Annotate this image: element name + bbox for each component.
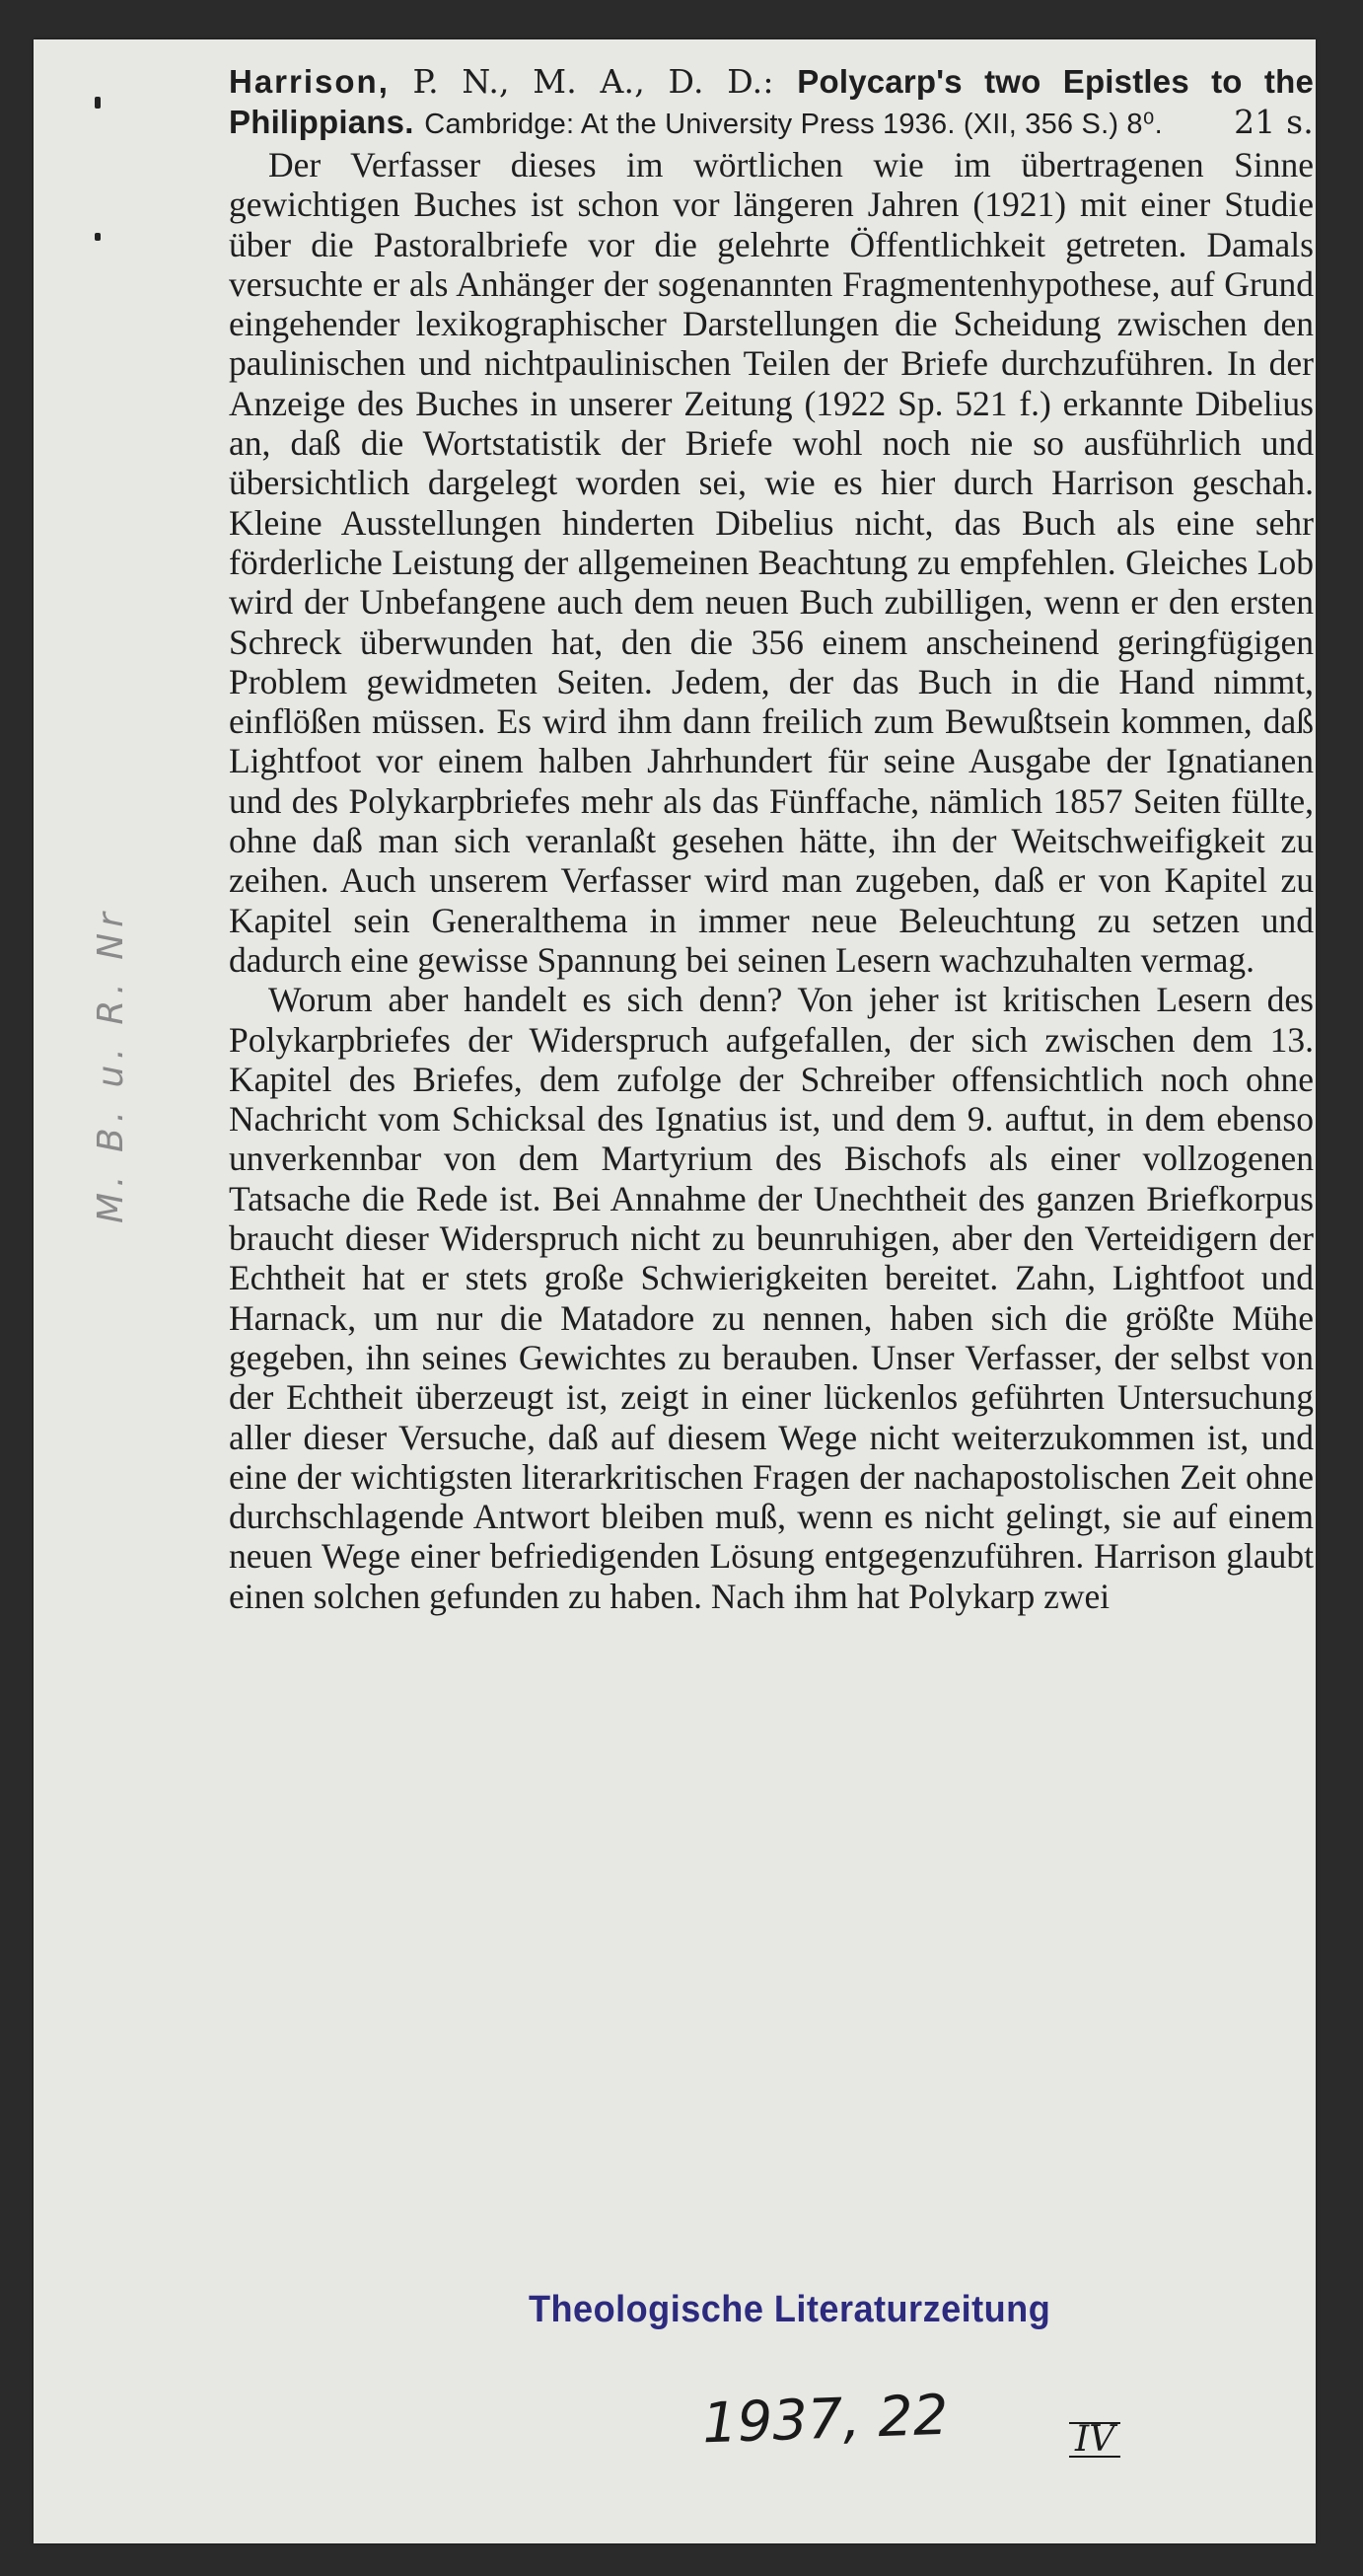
- paragraph-1: Der Verfasser dieses im wörtlichen wie im übertragenen Sinne gewichtigen Buches ist schon vor längeren Jahren (1921) mit einer Studie über die Pastoralbriefe vor die gelehrte Öffentlichkeit getreten. Damals versuchte er als Anhänger der sogenannten Fragmentenhypothese, auf Grund eingehender lexikographischer Darstellungen die Scheidung zwischen den paulinischen und nichtpaulinischen Teilen der Briefe durchzuführen. In der Anzeige des Buches in unserer Zeitung (1922 Sp. 521 f.) erkannte Dibelius an, daß die Wortstatistik der Briefe wohl noch nie so ausführlich und übersichtlich dargelegt worden sei, wie es hier durch Harrison geschah. Kleine Ausstellungen hinderten Dibelius nicht, das Buch als eine sehr förderliche Leistung der allgemeinen Beachtung zu empfehlen. Gleiches Lob wird der Unbefangene auch dem neuen Buch zubilligen, wenn er den ersten Schreck überwunden hat, den die 356 einem anscheinend geringfügigen Problem gewidmeten Seiten. Jedem, der das Buch in die Hand nimmt, einflößen müssen. Es wird ihm dann freilich zum Bewußtsein kommen, daß Lightfoot vor einem halben Jahrhundert für seine Ausgabe der Ignatianen und des Polykarpbriefes mehr als das Fünffache, nämlich 1857 Seiten füllte, ohne daß man sich veranlaßt gesehen hätte, ihn der Weitschweifigkeit zu zeihen. Auch unserem Verfasser wird man zugeben, daß er von Kapitel zu Kapitel sein Generalthema in immer neue Beleuchtung zu setzen und dadurch eine gewisse Spannung bei seinen Lesern wachzuhalten vermag.: [229, 145, 1314, 980]
- handwritten-year-issue: 1937, 22: [700, 2383, 950, 2457]
- publication-info: Cambridge: At the University Press 1936. (XII, 356 S.) 8⁰.: [424, 109, 1163, 140]
- margin-pencil-note: M. B. u. R. Nr: [91, 907, 131, 1223]
- author-degrees: P. N., M. A., D. D.:: [412, 62, 774, 101]
- book-price: 21 s.: [1234, 103, 1314, 141]
- clipping-paper: [34, 39, 1316, 2543]
- author-name: Harrison,: [229, 63, 390, 100]
- punch-mark: [95, 97, 101, 109]
- review-text: [229, 61, 1314, 1616]
- bibliographic-header: [229, 61, 1314, 145]
- handwritten-roman-numeral: IV: [1069, 2422, 1120, 2458]
- paragraph-2: Worum aber handelt es sich denn? Von jeher ist kritischen Lesern des Polykarpbriefes der Widerspruch aufgefallen, der sich zwischen dem 13. Kapitel des Briefes, dem zufolge der Schreiber offensichtlich noch ohne Nachricht vom Schicksal des Ignatius ist, und dem 9. auftut, in dem ebenso unverkennbar von dem Martyrium des Bischofs als einer vollzogenen Tatsache die Rede ist. Bei Annahme der Unechtheit des ganzen Briefkorpus braucht dieser Widerspruch nicht zu beunruhigen, aber den Verteidigern der Echtheit hat er stets große Schwierigkeiten bereitet. Zahn, Lightfoot und Harnack, um nur die Matadore zu nennen, haben sich die größte Mühe gegeben, ihn seines Gewichtes zu berauben. Unser Verfasser, der selbst von der Echtheit überzeugt ist, zeigt in einer lückenlos geführten Untersuchung aller dieser Versuche, daß auf diesem Wege nicht weiterzukommen ist, und eine der wichtigsten literarkritischen Fragen der nachapostolischen Zeit ohne durchschlagende Antwort bleiben muß, wenn es nicht gelingt, sie auf einem neuen Wege einer befriedigenden Lösung entgegenzuführen. Harrison glaubt einen solchen gefunden zu haben. Nach ihm hat Polykarp zwei: [229, 980, 1314, 1616]
- journal-stamp: Theologische Literaturzeitung: [529, 2289, 1051, 2330]
- book-title: Polycarp's two Epistles to the Philippians.: [229, 63, 1314, 140]
- punch-mark: [95, 233, 101, 241]
